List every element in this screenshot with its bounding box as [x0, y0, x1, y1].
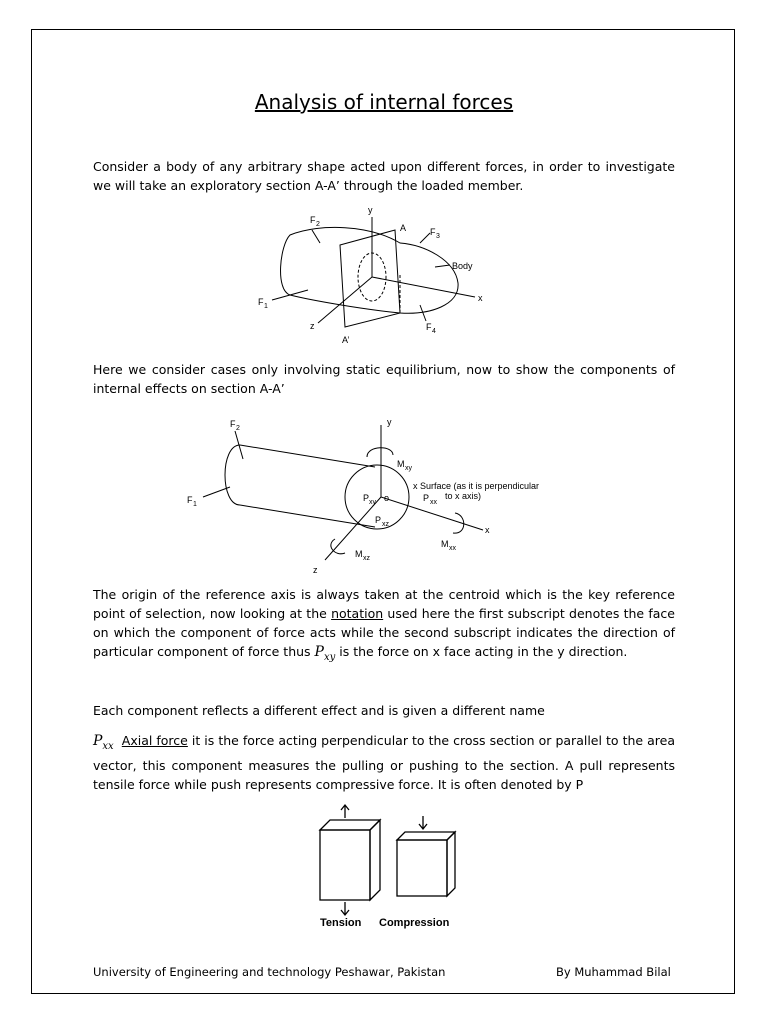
fig2-y-label: y — [387, 417, 392, 427]
fig2-z-label: z — [313, 565, 318, 575]
fig2-pxy-sub: xy — [369, 499, 376, 506]
fig2-pxy-label: P — [363, 493, 370, 503]
fig2-surface-line1: x Surface (as it is perpendicular — [413, 481, 540, 491]
axial-text: it is the force acting perpendicular to the cross section or parallel to the area vector, this component measures the pulling or pushing to the section. A pull represents tensile force while push represents compressive force. It is often denoted by P — [93, 733, 676, 792]
pxy-symbol-base: P — [314, 644, 324, 660]
each-component-paragraph: Each component reflects a different effect and is given a different name — [93, 703, 545, 718]
fig1-f1-sub: 1 — [264, 303, 268, 310]
page-title: Analysis of internal forces — [254, 90, 514, 114]
fig2-surface-line2: to x axis) — [445, 491, 482, 501]
fig2-mxx-label: M — [441, 539, 449, 549]
fig2-mxz-sub: xz — [363, 555, 370, 562]
pxx-symbol-sub: xx — [102, 740, 114, 752]
fig1-f3-sub: 3 — [436, 233, 440, 240]
axial-paragraph — [93, 731, 675, 794]
pxx-symbol-base: P — [93, 733, 103, 749]
fig2-mxy-sub: xy — [405, 465, 412, 472]
origin-text-part1: The origin of the reference axis is always taken at the centroid which is the key reference point of selection, now looking at the — [93, 587, 675, 621]
fig1-a-prime-label: A’ — [342, 335, 350, 345]
fig1-z-label: z — [310, 321, 315, 331]
fig2-mxy-label: M — [397, 459, 405, 469]
fig1-f2-label: F — [310, 215, 316, 225]
fig2-x-label: x — [485, 525, 490, 535]
fig1-f4-label: F — [426, 322, 432, 332]
static-paragraph: Here we consider cases only involving static equilibrium, now to show the components of internal effects on section A-A’ — [93, 362, 675, 396]
notation-term: notation — [331, 606, 384, 621]
footer-author: By Muhammad Bilal — [556, 965, 671, 979]
figure-body-section — [250, 205, 490, 350]
fig1-f4-sub: 4 — [432, 328, 436, 335]
fig1-y-label: y — [368, 205, 373, 215]
fig1-f1-label: F — [258, 297, 264, 307]
pxy-symbol — [314, 644, 336, 663]
fig2-pxx-sub: xx — [430, 499, 437, 506]
footer-university: University of Engineering and technology Peshawar, Pakistan — [93, 965, 446, 979]
fig1-a-label: A — [400, 223, 407, 233]
fig2-f1-label: F — [187, 495, 193, 505]
fig1-f2-sub: 2 — [316, 221, 320, 228]
figure-internal-components — [185, 415, 540, 575]
fig2-pxz-sub: xz — [382, 521, 389, 528]
fig2-f1-sub: 1 — [193, 501, 197, 508]
compression-label: Compression — [379, 917, 450, 929]
origin-paragraph — [93, 585, 675, 667]
fig2-o-label: o — [384, 493, 390, 503]
figure-tension-compression — [315, 800, 465, 935]
fig1-f3-label: F — [430, 227, 436, 237]
intro-paragraph: Consider a body of any arbitrary shape acted upon different forces, in order to investigate we will take an exploratory section A-A’ through the loaded member. — [93, 159, 675, 193]
fig2-pxz-label: P — [375, 515, 382, 525]
fig2-mxz-label: M — [355, 549, 363, 559]
fig2-f2-label: F — [230, 419, 236, 429]
axial-force-term: Axial force — [121, 733, 188, 748]
origin-text-part2: used here the first subscript denotes the face on which the component of force acts while the second subscript indicates the direction of particular component of force thus — [93, 606, 675, 659]
fig2-mxx-sub: xx — [449, 545, 456, 552]
pxx-symbol — [93, 733, 114, 752]
fig1-body-label: Body — [452, 261, 473, 271]
fig2-f2-sub: 2 — [236, 425, 240, 432]
origin-text-part3: is the force on x face acting in the y direction. — [335, 644, 628, 659]
tension-label: Tension — [320, 917, 362, 929]
pxy-symbol-sub: xy — [323, 651, 336, 663]
fig1-x-label: x — [478, 293, 483, 303]
fig2-pxx-label: P — [423, 493, 430, 503]
